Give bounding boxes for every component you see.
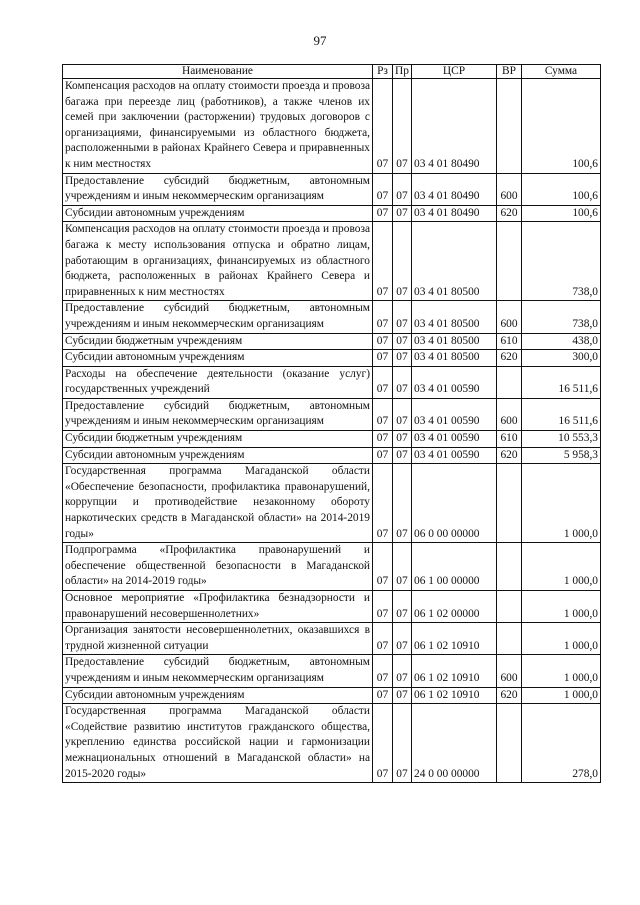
row-name-cell: Субсидии автономным учреждениям	[63, 447, 373, 464]
row-vr-cell: 620	[497, 205, 522, 222]
row-vr-cell	[497, 222, 522, 301]
row-vr-cell: 600	[497, 301, 522, 333]
row-name-cell: Предоставление субсидий бюджетным, автономным учреждениям и иным некоммерческим организациям	[63, 301, 373, 333]
row-vr-cell: 600	[497, 398, 522, 430]
row-name-cell: Компенсация расходов на оплату стоимости проезда и провоза багажа при переезде лиц (работников), а также членов их семей при заключении (расторжении) трудовых договоров с организациями, финансируемыми из областного бюджета, расположенными в районах Крайнего Севера и приравненных к ним местностях	[63, 79, 373, 174]
row-sum-cell: 300,0	[522, 350, 601, 367]
row-name-cell: Предоставление субсидий бюджетным, автономным учреждениям и иным некоммерческим организациям	[63, 655, 373, 687]
table-row	[63, 301, 601, 333]
row-pr-cell: 07	[393, 431, 412, 448]
table-row	[63, 591, 601, 623]
row-sum-cell: 1 000,0	[522, 543, 601, 591]
row-sum-cell: 738,0	[522, 301, 601, 333]
row-pr-cell: 07	[393, 687, 412, 704]
table-row	[63, 79, 601, 174]
row-rz-cell: 07	[373, 687, 393, 704]
row-csr-cell: 03 4 01 00590	[412, 398, 497, 430]
row-sum-cell: 438,0	[522, 333, 601, 350]
row-pr-cell: 07	[393, 301, 412, 333]
row-csr-cell: 03 4 01 80500	[412, 350, 497, 367]
row-csr-cell: 03 4 01 80500	[412, 222, 497, 301]
row-pr-cell: 07	[393, 79, 412, 174]
row-csr-cell: 03 4 01 80500	[412, 333, 497, 350]
row-name-cell: Предоставление субсидий бюджетным, автономным учреждениям и иным некоммерческим организациям	[63, 173, 373, 205]
header-vr: ВР	[497, 65, 522, 79]
row-sum-cell: 16 511,6	[522, 398, 601, 430]
row-rz-cell: 07	[373, 205, 393, 222]
table-row	[63, 464, 601, 543]
row-csr-cell: 06 1 00 00000	[412, 543, 497, 591]
table-row	[63, 687, 601, 704]
row-rz-cell: 07	[373, 704, 393, 783]
row-vr-cell: 620	[497, 350, 522, 367]
row-vr-cell: 600	[497, 173, 522, 205]
row-pr-cell: 07	[393, 205, 412, 222]
row-sum-cell: 100,6	[522, 79, 601, 174]
row-sum-cell: 1 000,0	[522, 464, 601, 543]
table-row	[63, 543, 601, 591]
table-row	[63, 704, 601, 783]
row-name-cell: Субсидии автономным учреждениям	[63, 687, 373, 704]
row-sum-cell: 1 000,0	[522, 655, 601, 687]
row-rz-cell: 07	[373, 464, 393, 543]
row-csr-cell: 03 4 01 80500	[412, 301, 497, 333]
row-name-cell: Расходы на обеспечение деятельности (оказание услуг) государственных учреждений	[63, 366, 373, 398]
row-vr-cell	[497, 79, 522, 174]
row-sum-cell: 5 958,3	[522, 447, 601, 464]
row-pr-cell: 07	[393, 591, 412, 623]
row-name-cell: Субсидии автономным учреждениям	[63, 205, 373, 222]
row-name-cell: Предоставление субсидий бюджетным, автономным учреждениям и иным некоммерческим организациям	[63, 398, 373, 430]
table-row	[63, 398, 601, 430]
row-sum-cell: 16 511,6	[522, 366, 601, 398]
row-name-cell: Субсидии автономным учреждениям	[63, 350, 373, 367]
table-row	[63, 173, 601, 205]
row-sum-cell: 1 000,0	[522, 623, 601, 655]
row-pr-cell: 07	[393, 655, 412, 687]
row-name-cell: Субсидии бюджетным учреждениям	[63, 431, 373, 448]
row-vr-cell: 610	[497, 333, 522, 350]
row-csr-cell: 06 1 02 10910	[412, 687, 497, 704]
row-rz-cell: 07	[373, 350, 393, 367]
table-row	[63, 205, 601, 222]
row-csr-cell: 03 4 01 80490	[412, 173, 497, 205]
row-rz-cell: 07	[373, 447, 393, 464]
row-name-cell: Компенсация расходов на оплату стоимости проезда и провоза багажа к месту использования отпуска и обратно лицам, работающим в организациях, финансируемых из областного бюджета, расположенных в районах Крайнего Севера и приравненных к ним местностях	[63, 222, 373, 301]
row-vr-cell	[497, 464, 522, 543]
table-row	[63, 655, 601, 687]
row-vr-cell: 600	[497, 655, 522, 687]
header-csr: ЦСР	[412, 65, 497, 79]
row-vr-cell	[497, 543, 522, 591]
row-rz-cell: 07	[373, 431, 393, 448]
row-vr-cell	[497, 366, 522, 398]
row-rz-cell: 07	[373, 398, 393, 430]
budget-table	[62, 64, 601, 783]
row-csr-cell: 03 4 01 80490	[412, 79, 497, 174]
row-pr-cell: 07	[393, 366, 412, 398]
row-csr-cell: 06 1 02 10910	[412, 655, 497, 687]
header-sum: Сумма	[522, 65, 601, 79]
table-row	[63, 350, 601, 367]
table-row	[63, 333, 601, 350]
row-sum-cell: 100,6	[522, 173, 601, 205]
row-csr-cell: 03 4 01 00590	[412, 447, 497, 464]
row-vr-cell: 620	[497, 687, 522, 704]
row-csr-cell: 03 4 01 80490	[412, 205, 497, 222]
row-pr-cell: 07	[393, 350, 412, 367]
table-row	[63, 431, 601, 448]
row-pr-cell: 07	[393, 447, 412, 464]
row-rz-cell: 07	[373, 623, 393, 655]
row-pr-cell: 07	[393, 173, 412, 205]
row-name-cell: Государственная программа Магаданской области «Содействие развитию институтов гражданского общества, укреплению единства российской нации и гармонизации межнациональных отношений в Магаданской области» на 2015-2020 годы»	[63, 704, 373, 783]
row-rz-cell: 07	[373, 222, 393, 301]
header-pr: Пр	[393, 65, 412, 79]
row-csr-cell: 06 1 02 00000	[412, 591, 497, 623]
row-name-cell: Организация занятости несовершеннолетних, оказавшихся в трудной жизненной ситуации	[63, 623, 373, 655]
header-name: Наименование	[63, 65, 373, 79]
row-pr-cell: 07	[393, 704, 412, 783]
table-row	[63, 366, 601, 398]
row-sum-cell: 1 000,0	[522, 687, 601, 704]
row-csr-cell: 24 0 00 00000	[412, 704, 497, 783]
table-row	[63, 623, 601, 655]
row-rz-cell: 07	[373, 655, 393, 687]
row-rz-cell: 07	[373, 591, 393, 623]
row-pr-cell: 07	[393, 623, 412, 655]
row-pr-cell: 07	[393, 222, 412, 301]
page-number: 97	[313, 33, 327, 48]
row-csr-cell: 06 0 00 00000	[412, 464, 497, 543]
row-pr-cell: 07	[393, 464, 412, 543]
row-csr-cell: 03 4 01 00590	[412, 366, 497, 398]
row-sum-cell: 278,0	[522, 704, 601, 783]
row-rz-cell: 07	[373, 333, 393, 350]
row-rz-cell: 07	[373, 79, 393, 174]
row-sum-cell: 100,6	[522, 205, 601, 222]
row-pr-cell: 07	[393, 543, 412, 591]
row-name-cell: Государственная программа Магаданской области «Обеспечение безопасности, профилактика правонарушений, коррупции и противодействие незаконному обороту наркотических средств в Магаданской области» на 2014-2019 годы»	[63, 464, 373, 543]
row-csr-cell: 03 4 01 00590	[412, 431, 497, 448]
row-rz-cell: 07	[373, 301, 393, 333]
row-name-cell: Основное мероприятие «Профилактика безнадзорности и правонарушений несовершеннолетних»	[63, 591, 373, 623]
row-vr-cell	[497, 704, 522, 783]
row-sum-cell: 738,0	[522, 222, 601, 301]
row-vr-cell: 610	[497, 431, 522, 448]
row-rz-cell: 07	[373, 366, 393, 398]
row-csr-cell: 06 1 02 10910	[412, 623, 497, 655]
row-rz-cell: 07	[373, 173, 393, 205]
row-pr-cell: 07	[393, 398, 412, 430]
table-row	[63, 222, 601, 301]
table-row	[63, 447, 601, 464]
row-rz-cell: 07	[373, 543, 393, 591]
row-sum-cell: 10 553,3	[522, 431, 601, 448]
row-pr-cell: 07	[393, 333, 412, 350]
row-vr-cell: 620	[497, 447, 522, 464]
row-vr-cell	[497, 591, 522, 623]
row-sum-cell: 1 000,0	[522, 591, 601, 623]
row-vr-cell	[497, 623, 522, 655]
row-name-cell: Субсидии бюджетным учреждениям	[63, 333, 373, 350]
table-header-row	[63, 65, 601, 79]
header-rz: Рз	[373, 65, 393, 79]
row-name-cell: Подпрограмма «Профилактика правонарушений и обеспечение общественной безопасности в Магаданской области» на 2014-2019 годы»	[63, 543, 373, 591]
